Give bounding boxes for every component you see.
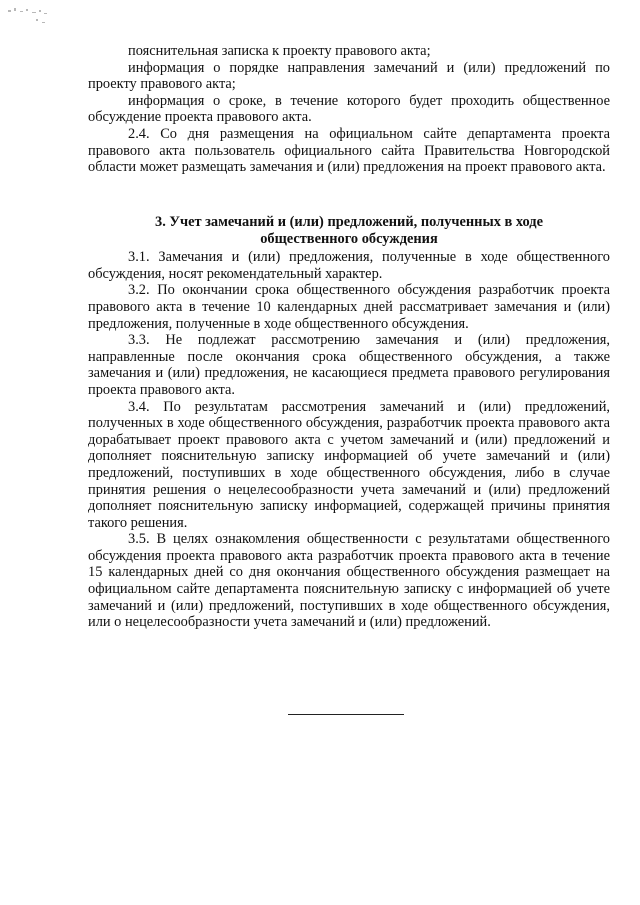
clause-2-4: 2.4. Со дня размещения на официальном сайте департамента проекта правового акта пользователь официального сайта Правительства Новгородской области может размещать замечания и (или) предложения на проект правового акта. [88,125,610,176]
intro-item: информация о порядке направления замечаний и (или) предложений по проекту правового акта; [88,59,610,93]
clause-3-3: 3.3. Не подлежат рассмотрению замечания и (или) предложения, направленные после окончания срока общественного обсуждения, а также замечания и (или) предложения, не касающиеся предмета правового регулирования проекта правового акта. [88,332,610,398]
intro-block [88,43,610,176]
end-separator-line [288,714,404,715]
intro-item: пояснительная записка к проекту правового акта; [128,43,431,59]
clause-3-4: 3.4. По результатам рассмотрения замечаний и (или) предложений, полученных в ходе общественного обсуждения, разработчик проекта правового акта дорабатывает проект правового акта с учетом замечаний и (или) предложений и дополняет пояснительную записку информацией об учете замечаний и (или) предложений, поступивших в ходе общественного обсуждения, либо в случае принятия решения о нецелесообразности учета замечаний и (или) предложений дополняет пояснительную записку информацией, содержащей причины принятия такого решения. [88,398,610,531]
clause-3-5: 3.5. В целях ознакомления общественности с результатами общественного обсуждения проекта правового акта разработчик проекта правового акта в течение 15 календарных дней со дня окончания общественного обсуждения размещает на официальном сайте департамента пояснительную записку с информацией об учете замечаний и (или) предложений, поступивших в ходе общественного обсуждения, или о нецелесообразности учета замечаний и (или) предложений. [88,531,610,631]
clause-3-2: 3.2. По окончании срока общественного обсуждения разработчик проекта правового акта в течение 10 календарных дней рассматривает замечания и (или) предложения, полученные в ходе общественного обсуждения. [88,282,610,332]
section-3 [88,214,610,631]
intro-item: информация о сроке, в течение которого будет проходить общественное обсуждение проекта правового акта. [88,92,610,126]
section-heading: 3. Учет замечаний и (или) предложений, полученных в ходе общественного обсуждения [155,214,543,247]
corner-scan-mark [6,4,52,34]
clause-3-1: 3.1. Замечания и (или) предложения, полученные в ходе общественного обсуждения, носят рекомендательный характер. [88,249,610,282]
